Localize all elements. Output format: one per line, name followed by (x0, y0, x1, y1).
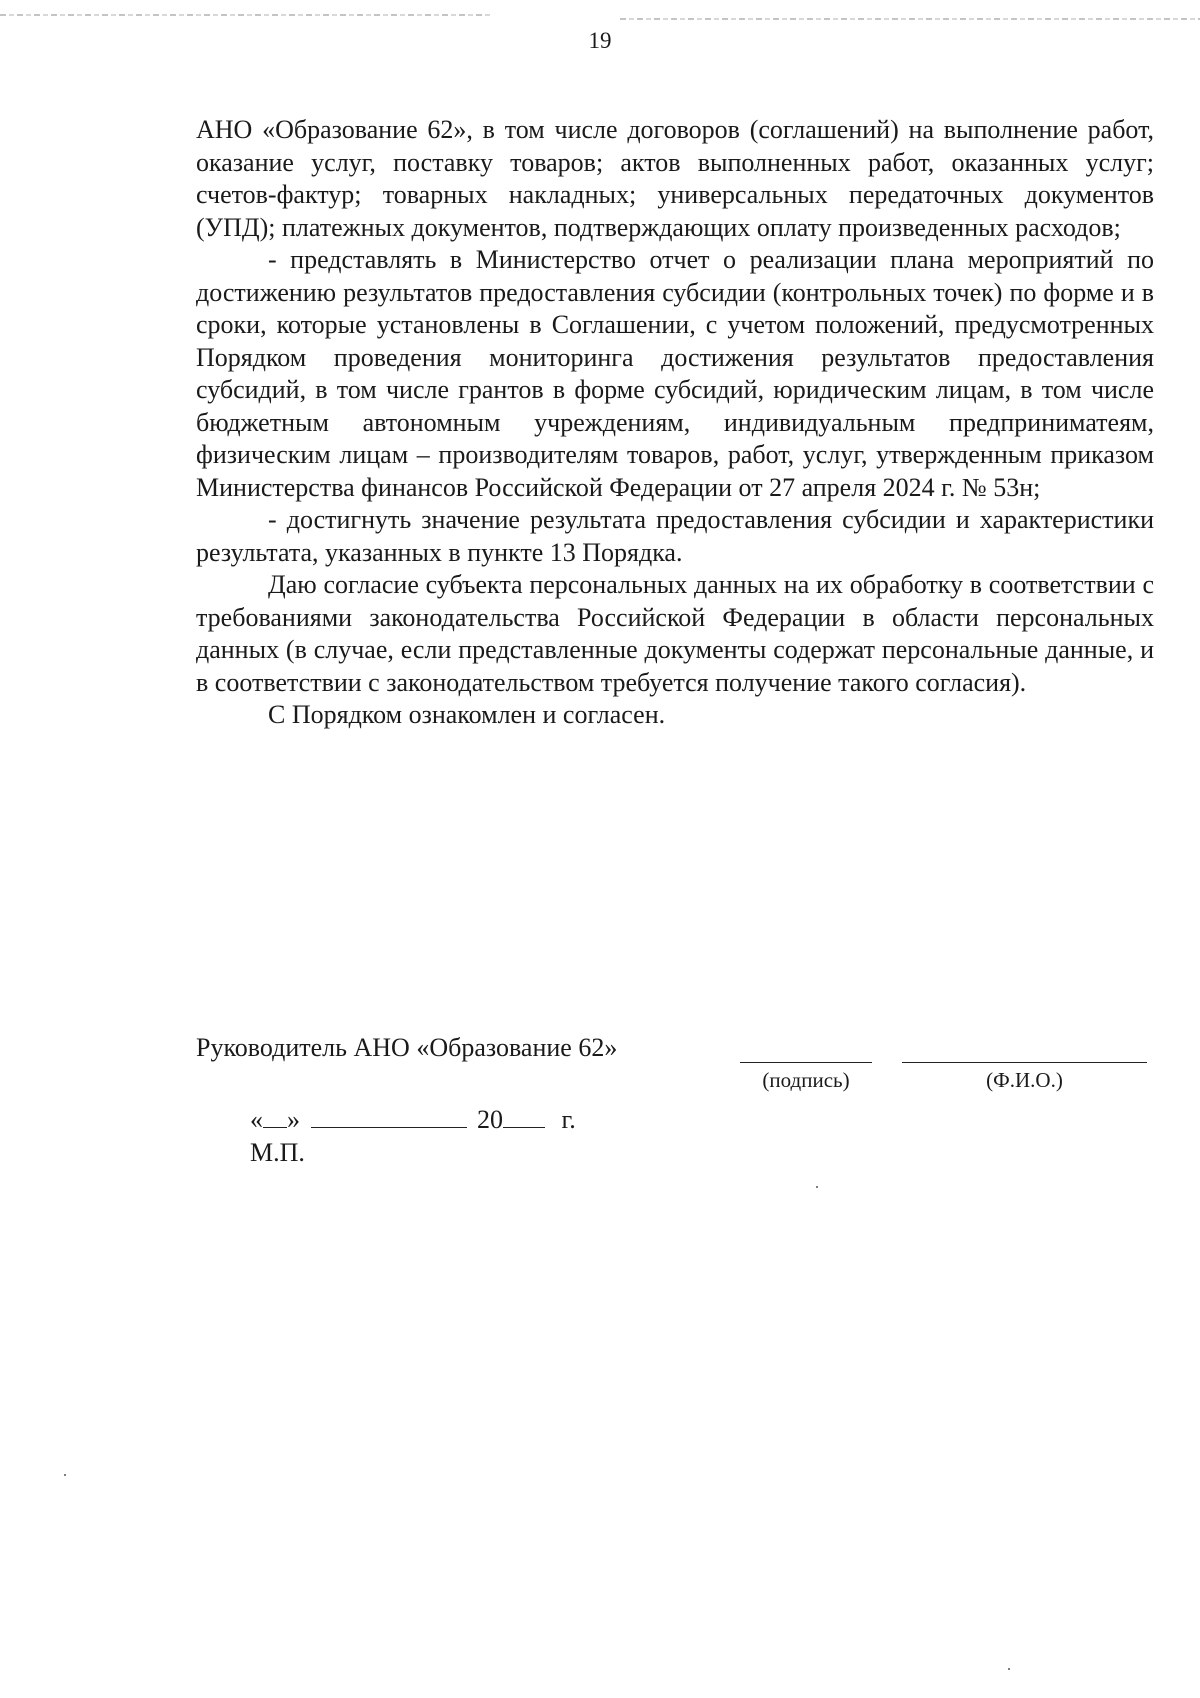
scan-speck (64, 1474, 66, 1476)
full-name-caption: (Ф.И.О.) (986, 1068, 1063, 1092)
page-number: 19 (588, 28, 612, 53)
scan-speck (816, 1186, 818, 1188)
month-blank (311, 1105, 467, 1128)
signatory-position: Руководитель АНО «Образование 62» (196, 1033, 618, 1062)
paragraph-report-obligation: - представлять в Министерство отчет о реализации плана мероприятий по достижению результатов предоставления субсидии (контрольных точек) по форме и в сроки, которые установлены в Соглашении, с учетом положений, предусмотренных Порядком проведения мониторинга достижения результатов предоставления субсидий, в том числе грантов в форме субсидий, юридическим лицам, в том числе бюджетным автономным учреждениям, индивидуальным предприниматеям, физическим лицам – производителям товаров, работ, услуг, утвержденным приказом Министерства финансов Российской Федерации от 27 апреля 2024 г. № 53н; (196, 245, 1154, 502)
scan-speck (1008, 1668, 1010, 1670)
stamp-place-label: М.П. (250, 1138, 305, 1167)
paragraph-documents-list: АНО «Образование 62», в том числе договоров (соглашений) на выполнение работ, оказание услуг, поставку товаров; актов выполненных работ, оказанных услуг; счетов-фактур; товарных накладных; универсальных передаточных документов (УПД); платежных документов, подтверждающих оплату произведенных расходов; (196, 115, 1154, 242)
paragraph-acknowledgement: С Порядком ознакомлен и согласен. (268, 700, 666, 729)
date-line (250, 1105, 576, 1135)
full-name-line (902, 1062, 1147, 1063)
year-prefix: 20 (477, 1105, 503, 1134)
day-blank (263, 1105, 287, 1128)
date-close-quote: » (287, 1105, 300, 1134)
signature-caption: (подпись) (762, 1068, 850, 1092)
date-open-quote: « (250, 1105, 263, 1134)
signature-line (740, 1062, 872, 1063)
document-body (196, 114, 1154, 732)
scan-artifact-line-right (620, 18, 1200, 20)
year-suffix: г. (561, 1105, 576, 1134)
paragraph-personal-data-consent: Даю согласие субъекта персональных данных на их обработку в соответствии с требованиями законодательства Российской Федерации в области персональных данных (в случае, если представленные документы содержат персональные данные, и в соответствии с законодательством требуется получение такого согласия). (196, 570, 1154, 697)
paragraph-result-obligation: - достигнуть значение результата предоставления субсидии и характеристики результата, указанных в пункте 13 Порядка. (196, 505, 1154, 567)
year-blank (503, 1105, 545, 1128)
scan-artifact-line-left (0, 14, 490, 16)
